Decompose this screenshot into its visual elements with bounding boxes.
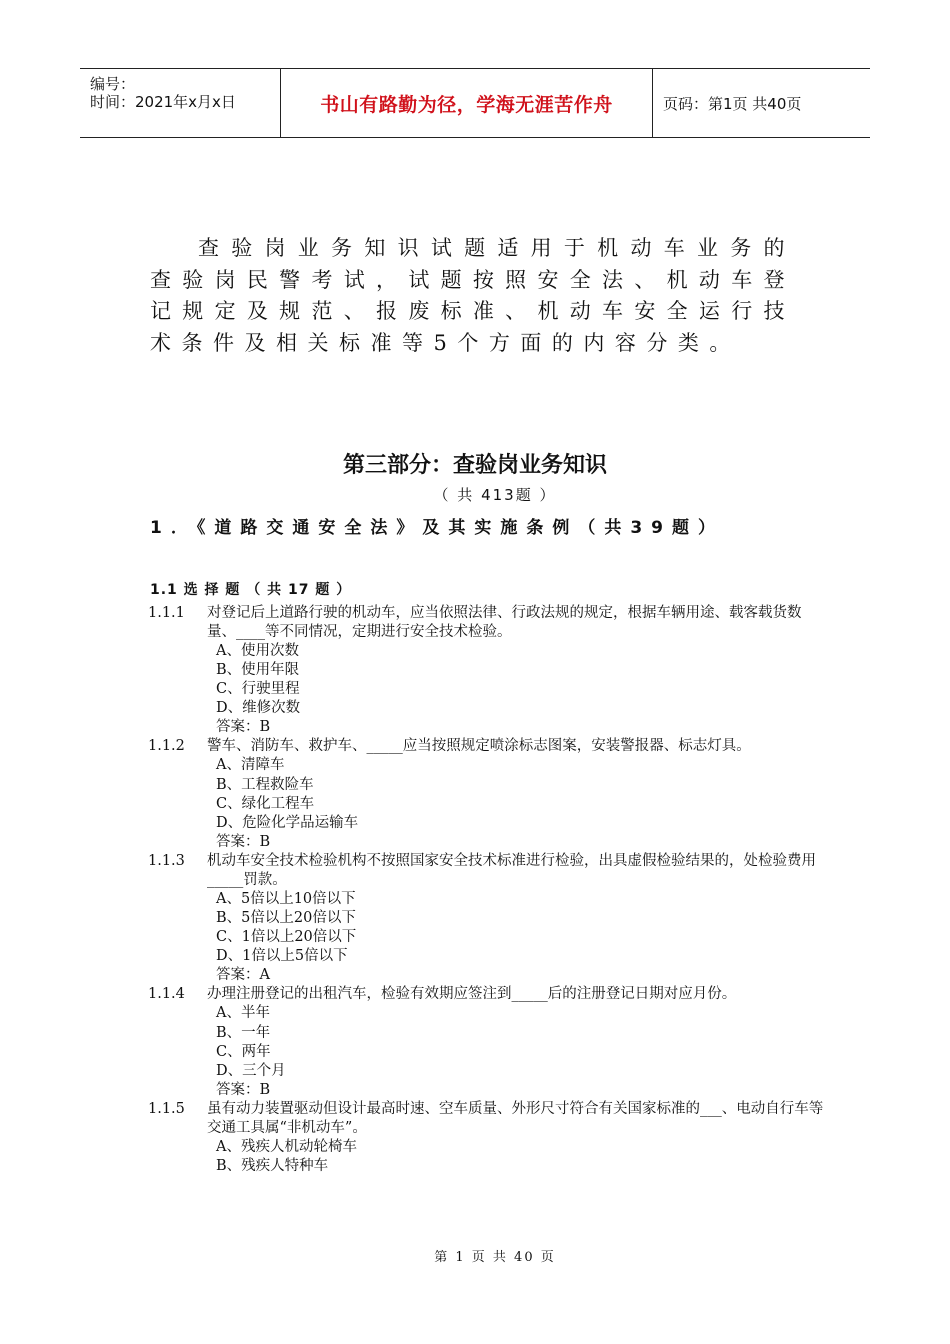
question-item: [148, 1100, 828, 1176]
option: A、半年: [216, 1005, 270, 1022]
header-motto-cell: [281, 69, 653, 137]
option: B、一年: [216, 1024, 271, 1041]
number-label: 编号：: [90, 75, 136, 93]
question-item: [148, 852, 828, 985]
answer: 答案：A: [216, 967, 270, 984]
option: B、使用年限: [216, 662, 300, 679]
section-title: 1．《道路交通安全法》及其实施条例（共39题）: [150, 518, 724, 538]
motto: 书山有路勤为径，学海无涯苦作舟: [320, 93, 613, 116]
option: A、残疾人机动轮椅车: [216, 1138, 357, 1155]
question-item: [148, 737, 828, 851]
option: C、两年: [216, 1043, 271, 1060]
part-subtitle: （ 共 413题 ）: [433, 486, 557, 504]
answer: 答案：B: [216, 1081, 271, 1098]
option: C、行驶里程: [216, 681, 300, 698]
option: A、5倍以上10倍以下: [216, 890, 356, 907]
page-header: [80, 68, 870, 138]
header-page-cell: [653, 69, 870, 137]
option: B、5倍以上20倍以下: [216, 910, 356, 927]
question-text: 对登记后上道路行驶的机动车，应当依照法律、行政法规的规定，根据车辆用途、载客载货数量、____等不同情况，定期进行安全技术检验。: [207, 605, 802, 640]
question-number: 1.1.3: [148, 852, 185, 869]
option: A、清障车: [216, 757, 285, 774]
time-label: 时间：2021年x月x日: [90, 93, 236, 111]
option: D、危险化学品运输车: [216, 814, 359, 831]
question-text: 虽有动力装置驱动但设计最高时速、空车质量、外形尺寸符合有关国家标准的___、电动自行车等交通工具属“非机动车”。: [207, 1100, 824, 1136]
header-left-cell: [80, 69, 281, 137]
option: D、1倍以上5倍以下: [216, 948, 348, 965]
question-item: [148, 985, 828, 1099]
question-number: 1.1.4: [148, 986, 185, 1003]
option: D、维修次数: [216, 700, 301, 717]
question-text: 机动车安全技术检验机构不按照国家安全技术标准进行检验，出具虚假检验结果的，处检验费用_____罚款。: [207, 852, 816, 888]
option: D、三个月: [216, 1062, 286, 1079]
question-text: 警车、消防车、救护车、_____应当按照规定喷涂标志图案，安装警报器、标志灯具。: [207, 738, 751, 755]
page-footer: 第 1 页 共 40 页: [434, 1250, 556, 1265]
question-list: [148, 604, 828, 1176]
question-number: 1.1.1: [148, 605, 185, 621]
answer: 答案：B: [216, 833, 271, 850]
option: C、1倍以上20倍以下: [216, 929, 357, 946]
option: C、绿化工程车: [216, 795, 315, 812]
subsection-title: 1.1 选 择 题 （ 共 17 题 ）: [150, 582, 352, 598]
question-number: 1.1.5: [148, 1100, 185, 1117]
question-item: [148, 604, 828, 737]
question-number: 1.1.2: [148, 738, 185, 755]
option: B、残疾人特种车: [216, 1157, 329, 1174]
page-label: 页码：第1页 共40页: [663, 94, 802, 113]
answer: 答案：B: [216, 719, 271, 736]
option: A、使用次数: [216, 643, 299, 659]
option: B、工程救险车: [216, 776, 314, 793]
part-title: 第三部分：查验岗业务知识: [342, 453, 607, 478]
intro-paragraph: 查验岗业务知识试题适用于机动车业务的查验岗民警考试，试题按照安全法、机动车登记规定及规范、报废标准、机动车安全运行技术条件及相关标准等5个方面的内容分类。: [150, 236, 795, 355]
question-text: 办理注册登记的出租汽车，检验有效期应签注到_____后的注册登记日期对应月份。: [207, 986, 737, 1003]
